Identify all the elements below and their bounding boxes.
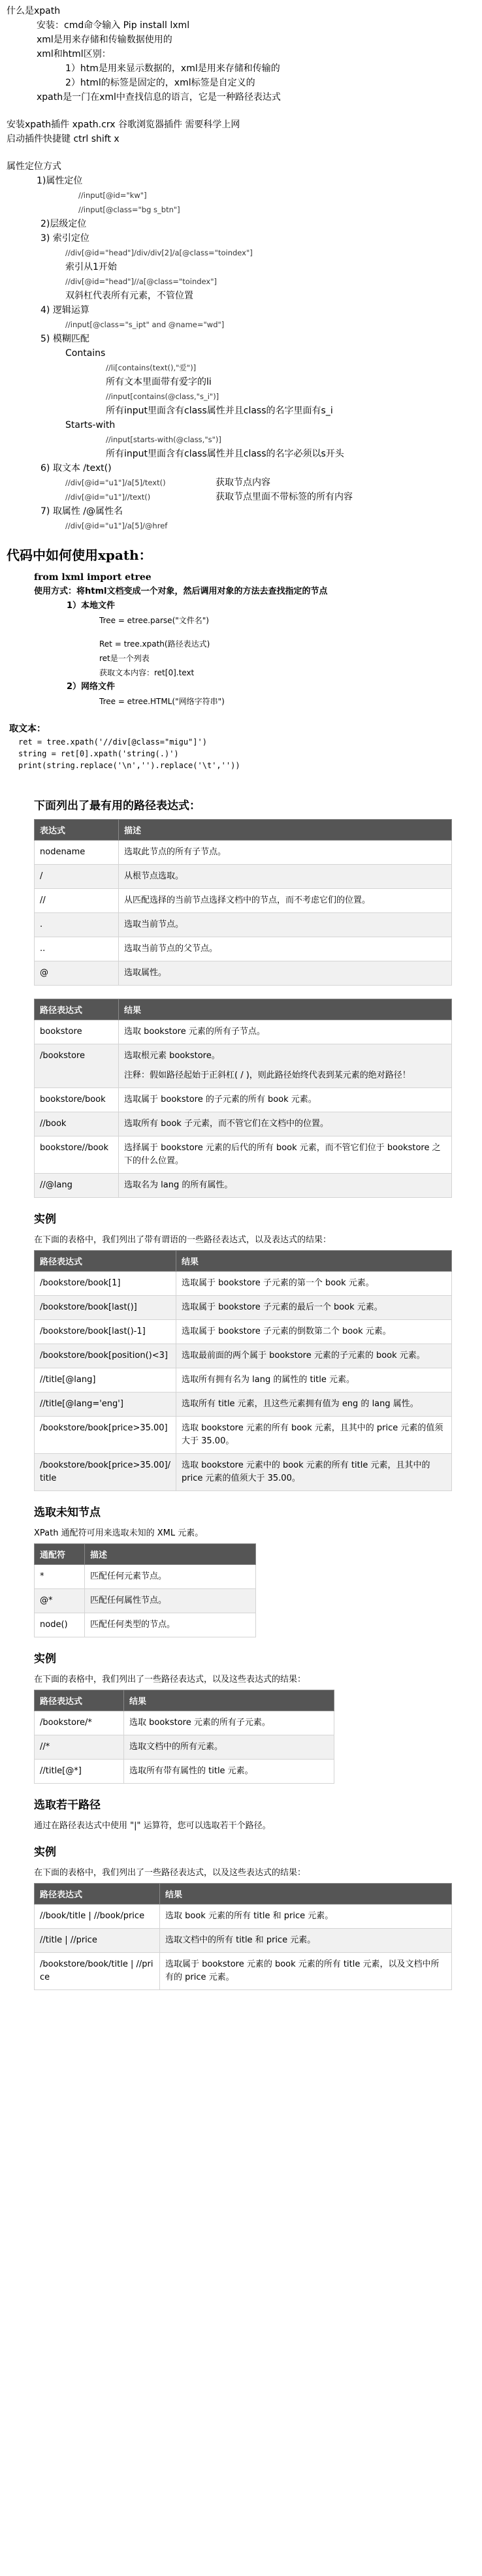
- table-row: [35, 865, 452, 889]
- table-header-cell: 结果: [160, 1884, 452, 1905]
- code-section-title: 代码中如何使用xpath：: [7, 547, 152, 563]
- step-5-title: 5) 模糊匹配: [40, 334, 89, 344]
- table-row: [35, 841, 452, 865]
- table-row: [35, 1020, 452, 1044]
- table-row: [35, 913, 452, 937]
- step-6-note-1: 获取节点内容: [216, 477, 270, 488]
- cell-text: 选取名为 lang 的所有属性。: [124, 1180, 233, 1190]
- get-text-note: 获取文本内容：ret[0].text: [99, 668, 195, 677]
- table-cell: //title | //price: [35, 1929, 160, 1953]
- table-header-cell: 路径表达式: [35, 1884, 160, 1905]
- cell-text: 选取所有 book 子元素，而不管它们在文档中的位置。: [124, 1119, 329, 1129]
- table-row: [35, 1320, 452, 1344]
- xpath-definition: xpath是一门在xml中查找信息的语言，它是一种路径表达式: [37, 92, 281, 103]
- table-row: [35, 1296, 452, 1320]
- table-row: [35, 1760, 334, 1784]
- table-cell: 选取 book 元素的所有 title 和 price 元素。: [160, 1905, 452, 1929]
- table-cell: 选取属于 bookstore 子元素的倒数第二个 book 元素。: [176, 1320, 452, 1344]
- table-cell: 选取 bookstore 元素中的 book 元素的所有 title 元素，且其中的 price 元素的值须大于 35.00。: [176, 1454, 452, 1491]
- reference-section: [0, 796, 452, 1990]
- attr-locate-title: 属性定位方式: [7, 161, 61, 172]
- table-header-cell: 路径表达式: [35, 1690, 124, 1711]
- table-predicates: [34, 1250, 452, 1491]
- table-cell: 匹配任何元素节点。: [85, 1565, 256, 1589]
- example-1-heading: 实例: [34, 1213, 56, 1226]
- table-row: [35, 1711, 334, 1735]
- contains-label: Contains: [65, 348, 106, 359]
- plugin-install-line: 安装xpath插件 xpath.crx 谷歌浏览器插件 需要科学上网: [7, 120, 240, 130]
- table-cell: *: [35, 1565, 85, 1589]
- table-cell: /bookstore/book[last()-1]: [35, 1320, 176, 1344]
- table-row: [35, 1417, 452, 1454]
- table-cell: //*: [35, 1735, 124, 1760]
- import-statement: from lxml import etree: [34, 572, 152, 583]
- xml-purpose-line: xml是用来存储和传输数据使用的: [37, 35, 172, 45]
- local-file-heading: 1）本地文件: [67, 601, 116, 611]
- step-6-example-2: //div[@id="u1"]//text(): [65, 492, 151, 502]
- get-text-title: 取文本：: [9, 724, 46, 734]
- example-1-intro: 在下面的表格中，我们列出了带有谓语的一些路径表达式，以及表达式的结果：: [34, 1235, 332, 1245]
- table-cell: /bookstore/book/title | //price: [35, 1953, 160, 1990]
- table-cell: 选取 bookstore 元素的所有 book 元素，且其中的 price 元素的值须大于 35.00。: [176, 1417, 452, 1454]
- table-header-cell: 结果: [124, 1690, 334, 1711]
- plugin-shortcut-line: 启动插件快捷键 ctrl shift x: [7, 134, 120, 144]
- table-cell: //book/title | //book/price: [35, 1905, 160, 1929]
- table-header-cell: 描述: [85, 1544, 256, 1565]
- table-header-cell: 结果: [176, 1251, 452, 1272]
- step-3-title: 3) 索引定位: [40, 233, 89, 244]
- install-line: 安装：cmd命令输入 Pip install lxml: [37, 20, 190, 31]
- table-cell: /bookstore/*: [35, 1711, 124, 1735]
- table-header-cell: 描述: [119, 820, 452, 841]
- step-6-title: 6) 取文本 /text(): [40, 463, 112, 474]
- table-cell: 选取此节点的所有子节点。: [119, 841, 452, 865]
- table-row: [35, 1454, 452, 1491]
- xpath-call-code: Ret = tree.xpath(路径表达式): [99, 639, 210, 649]
- example-2-intro: 在下面的表格中，我们列出了一些路径表达式，以及这些表达式的结果：: [34, 1675, 306, 1684]
- starts-with-example: //input[starts-with(@class,"s")]: [106, 435, 221, 444]
- table-cell: nodename: [35, 841, 119, 865]
- table-cell: //book: [35, 1112, 119, 1136]
- table-cell: .: [35, 913, 119, 937]
- table-cell: //title[@lang]: [35, 1368, 176, 1393]
- step-4-example: //input[@class="s_ipt" and @name="wd"]: [65, 320, 225, 329]
- step-6-row-2: [7, 490, 477, 504]
- table-cell: [119, 1112, 452, 1136]
- table-row: [35, 1589, 256, 1613]
- step-6-example-1: //div[@id="u1"]/a[5]/text(): [65, 478, 166, 487]
- table-cell: 选取当前节点的父节点。: [119, 937, 452, 961]
- table-cell: [119, 1174, 452, 1198]
- table-cell: [119, 1020, 452, 1044]
- step-3-note-1: 索引从1开始: [65, 262, 117, 272]
- step-4-title: 4) 逻辑运算: [40, 305, 89, 315]
- step-6-row-1: [7, 475, 477, 490]
- table-cell: /bookstore/book[position()<3]: [35, 1344, 176, 1368]
- notes-section: [0, 0, 482, 533]
- table-cell: 选取文档中的所有元素。: [124, 1735, 334, 1760]
- table-cell: 选取属于 bookstore 子元素的第一个 book 元素。: [176, 1272, 452, 1296]
- cell-text: 选择属于 bookstore 元素的后代的所有 book 元素，而不管它们位于 bookstore 之下的什么位置。: [124, 1143, 441, 1166]
- table-cell: //title[@*]: [35, 1760, 124, 1784]
- table-cell: 选取属于 bookstore 子元素的最后一个 book 元素。: [176, 1296, 452, 1320]
- table-expressions: [34, 819, 452, 986]
- useful-path-heading: 下面列出了最有用的路径表达式：: [34, 799, 201, 813]
- table-row: [35, 1136, 452, 1174]
- starts-with-label: Starts-with: [65, 420, 116, 430]
- diff-item-2: 2）html的标签是固定的，xml标签是自定义的: [65, 78, 255, 88]
- table-row: [35, 937, 452, 961]
- table-row: [35, 1272, 452, 1296]
- table-cell: 匹配任何类型的节点。: [85, 1613, 256, 1637]
- table-cell: /bookstore/book[price>35.00]/title: [35, 1454, 176, 1491]
- table-cell: /bookstore/book[last()]: [35, 1296, 176, 1320]
- table-cell: bookstore/book: [35, 1088, 119, 1112]
- table-row: [35, 1393, 452, 1417]
- table-wildcard-examples: [34, 1690, 334, 1784]
- step-1-example-2: //input[@class="bg s_btn"]: [78, 205, 180, 214]
- step-3-example-2: //div[@id="head"]//a[@class="toindex"]: [65, 277, 217, 286]
- ret-list-note: ret是一个列表: [99, 654, 150, 663]
- table-header-cell: 表达式: [35, 820, 119, 841]
- table-cell: 选取所有拥有名为 lang 的属性的 title 元素。: [176, 1368, 452, 1393]
- table-cell: [119, 1044, 452, 1088]
- table-header-cell: 路径表达式: [35, 1251, 176, 1272]
- table-cell: 选取所有带有属性的 title 元素。: [124, 1760, 334, 1784]
- diff-item-1: 1）htm是用来显示数据的，xml是用来存储和传输的: [65, 63, 280, 74]
- table-union-examples: [34, 1883, 452, 1990]
- local-file-code: Tree = etree.parse("文件名"): [99, 616, 209, 625]
- step-7-title: 7) 取属性 /@属性名: [40, 506, 123, 517]
- step-1-title: 1)属性定位: [37, 176, 83, 186]
- unknown-nodes-intro: XPath 通配符可用来选取未知的 XML 元素。: [34, 1528, 204, 1538]
- cell-text: 选取根元素 bookstore。: [124, 1051, 220, 1061]
- contains-example-1: //li[contains(text(),"爱")]: [106, 363, 197, 372]
- table-row: [35, 1174, 452, 1198]
- table-cell: 匹配任何属性节点。: [85, 1589, 256, 1613]
- table-row: [35, 1929, 452, 1953]
- get-text-line-1: ret = tree.xpath('//div[@class="migu"]'): [18, 737, 207, 747]
- table-cell: //@lang: [35, 1174, 119, 1198]
- table-cell: bookstore//book: [35, 1136, 119, 1174]
- get-text-line-2: string = ret[0].xpath('string(.)'): [18, 749, 179, 758]
- step-7-example: //div[@id="u1"]/a[5]/@href: [65, 521, 168, 530]
- multiple-paths-heading: 选取若干路径: [34, 1799, 101, 1812]
- example-3-intro: 在下面的表格中，我们列出了一些路径表达式，以及这些表达式的结果：: [34, 1868, 306, 1878]
- table-cell: @: [35, 961, 119, 986]
- table-wildcards: [34, 1543, 256, 1637]
- table-cell: 选取所有 title 元素，且这些元素拥有值为 eng 的 lang 属性。: [176, 1393, 452, 1417]
- table-cell: 选取属性。: [119, 961, 452, 986]
- step-2-title: 2)层级定位: [40, 219, 87, 229]
- table-cell: 选取当前节点。: [119, 913, 452, 937]
- table-cell: //title[@lang='eng']: [35, 1393, 176, 1417]
- unknown-nodes-heading: 选取未知节点: [34, 1506, 101, 1519]
- network-file-heading: 2）网络文件: [67, 682, 116, 692]
- table-row: [35, 961, 452, 986]
- table-cell: 从根节点选取。: [119, 865, 452, 889]
- cell-text: 选取 bookstore 元素的所有子节点。: [124, 1027, 265, 1037]
- table-path-results: [34, 999, 452, 1198]
- table-cell: /bookstore: [35, 1044, 119, 1088]
- table-row: [35, 1953, 452, 1990]
- table-header-cell: 通配符: [35, 1544, 85, 1565]
- table-cell: [119, 1088, 452, 1112]
- table-cell: ..: [35, 937, 119, 961]
- table-row: [35, 1368, 452, 1393]
- cell-text: 选取属于 bookstore 的子元素的所有 book 元素。: [124, 1095, 317, 1104]
- table-cell: 选取最前面的两个属于 bookstore 元素的子元素的 book 元素。: [176, 1344, 452, 1368]
- table-row: [35, 889, 452, 913]
- table-cell: node(): [35, 1613, 85, 1637]
- table-row: [35, 1565, 256, 1589]
- table-row: [35, 1112, 452, 1136]
- diff-title: xml和html区别：: [37, 49, 111, 59]
- table-cell: [119, 1136, 452, 1174]
- table-cell: 选取 bookstore 元素的所有子元素。: [124, 1711, 334, 1735]
- multiple-paths-intro: 通过在路径表达式中使用 "|" 运算符，您可以选取若干个路径。: [34, 1821, 271, 1831]
- intro-line: 什么是xpath: [7, 6, 61, 16]
- table-row: [35, 1344, 452, 1368]
- example-3-heading: 实例: [34, 1846, 56, 1859]
- cell-note: 注释：假如路径起始于正斜杠( / )，则此路径始终代表到某元素的绝对路径！: [124, 1071, 411, 1080]
- table-cell: //: [35, 889, 119, 913]
- get-text-section: [0, 722, 482, 771]
- table-header-cell: 路径表达式: [35, 999, 119, 1020]
- example-2-heading: 实例: [34, 1652, 56, 1666]
- contains-note-1: 所有文本里面带有爱字的li: [106, 377, 212, 387]
- table-cell: /bookstore/book[price>35.00]: [35, 1417, 176, 1454]
- table-row: [35, 1044, 452, 1088]
- get-text-line-3: print(string.replace('\n','').replace('\t','')): [18, 761, 240, 770]
- contains-note-2: 所有input里面含有class属性并且class的名字里面有s_i: [106, 406, 333, 416]
- table-header-cell: 结果: [119, 999, 452, 1020]
- table-cell: 选取属于 bookstore 元素的 book 元素的所有 title 元素，以及文档中所有的 price 元素。: [160, 1953, 452, 1990]
- table-cell: bookstore: [35, 1020, 119, 1044]
- table-cell: @*: [35, 1589, 85, 1613]
- table-cell: 选取文档中的所有 title 和 price 元素。: [160, 1929, 452, 1953]
- code-section: [0, 570, 482, 709]
- usage-line: 使用方式：将html文档变成一个对象，然后调用对象的方法去查找指定的节点: [34, 587, 328, 596]
- step-3-note-2: 双斜杠代表所有元素，不管位置: [65, 291, 193, 301]
- table-cell: /bookstore/book[1]: [35, 1272, 176, 1296]
- step-1-example-1: //input[@id="kw"]: [78, 191, 147, 200]
- table-row: [35, 1905, 452, 1929]
- table-row: [35, 1088, 452, 1112]
- table-row: [35, 1735, 334, 1760]
- step-6-note-2: 获取节点里面不带标签的所有内容: [216, 492, 353, 502]
- step-3-example-1: //div[@id="head"]/div/div[2]/a[@class="toindex"]: [65, 248, 253, 257]
- table-cell: /: [35, 865, 119, 889]
- network-file-code: Tree = etree.HTML("网络字符串"): [99, 697, 225, 706]
- table-row: [35, 1613, 256, 1637]
- contains-example-2: //input[contains(@class,"s_i")]: [106, 392, 219, 401]
- table-cell: 从匹配选择的当前节点选择文档中的节点，而不考虑它们的位置。: [119, 889, 452, 913]
- starts-with-note: 所有input里面含有class属性并且class的名字必须以s开头: [106, 449, 344, 459]
